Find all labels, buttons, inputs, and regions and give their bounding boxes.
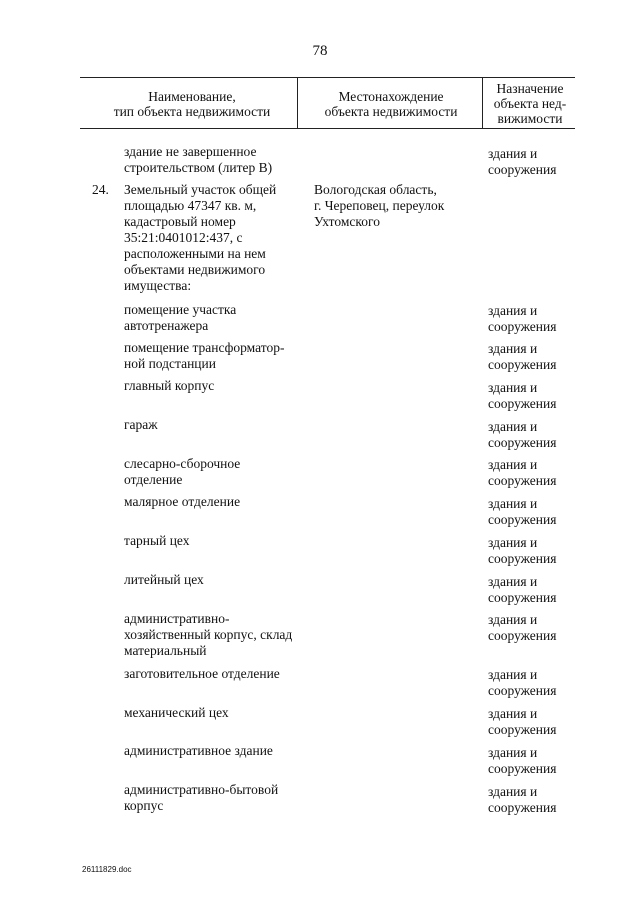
row-15-purpose: здания и сооружения	[488, 784, 557, 815]
page-number: 78	[312, 43, 328, 59]
header-bottom-rule	[80, 128, 575, 129]
row-12-name: заготовительное отделение	[124, 666, 280, 681]
document-filename: 26111829.doc	[82, 865, 132, 874]
row-7-name: слесарно-сборочное отделение	[124, 456, 241, 487]
row-8-name: малярное отделение	[124, 494, 241, 509]
header-purpose-column: Назначение объекта нед- вижимости	[493, 81, 567, 126]
header-location-column: Местонахождение объекта недвижимости	[324, 89, 458, 119]
row-2-location: Вологодская область, г. Череповец, переулок Ухтомского	[314, 182, 445, 229]
row-6-name: гараж	[124, 417, 158, 432]
row-9-purpose: здания и сооружения	[488, 535, 557, 566]
row-5-purpose: здания и сооружения	[488, 380, 557, 411]
row-13-purpose: здания и сооружения	[488, 706, 557, 737]
row-15-name: административно-бытовой корпус	[124, 782, 279, 813]
row-10-name: литейный цех	[124, 572, 204, 587]
row-3-purpose: здания и сооружения	[488, 303, 557, 334]
row-4-name: помещение трансформатор- ной подстанции	[124, 340, 285, 371]
row-2-name: Земельный участок общей площадью 47347 кв. м, кадастровый номер 35:21:0401012:437, с расположенными на нем объектами недвижимого имущества:	[124, 182, 277, 293]
header-top-rule	[80, 77, 575, 78]
row-5-name: главный корпус	[124, 378, 215, 393]
header-name-column: Наименование, тип объекта недвижимости	[113, 89, 271, 119]
row-8-purpose: здания и сооружения	[488, 496, 557, 527]
row-6-purpose: здания и сооружения	[488, 419, 557, 450]
row-10-purpose: здания и сооружения	[488, 574, 557, 605]
row-12-purpose: здания и сооружения	[488, 667, 557, 698]
header-divider-2	[482, 77, 483, 129]
header-divider-1	[297, 77, 298, 129]
row-14-purpose: здания и сооружения	[488, 745, 557, 776]
row-14-name: административное здание	[124, 743, 273, 758]
row-2-number: 24.	[92, 182, 109, 197]
row-7-purpose: здания и сооружения	[488, 457, 557, 488]
row-1-name: здание не завершенное строительством (литер В)	[124, 144, 273, 175]
row-11-purpose: здания и сооружения	[488, 612, 557, 643]
row-1-purpose: здания и сооружения	[488, 146, 557, 177]
row-11-name: административно- хозяйственный корпус, склад материальный	[124, 611, 293, 658]
row-4-purpose: здания и сооружения	[488, 341, 557, 372]
row-13-name: механический цех	[124, 705, 229, 720]
row-3-name: помещение участка автотренажера	[124, 302, 237, 333]
row-9-name: тарный цех	[124, 533, 190, 548]
